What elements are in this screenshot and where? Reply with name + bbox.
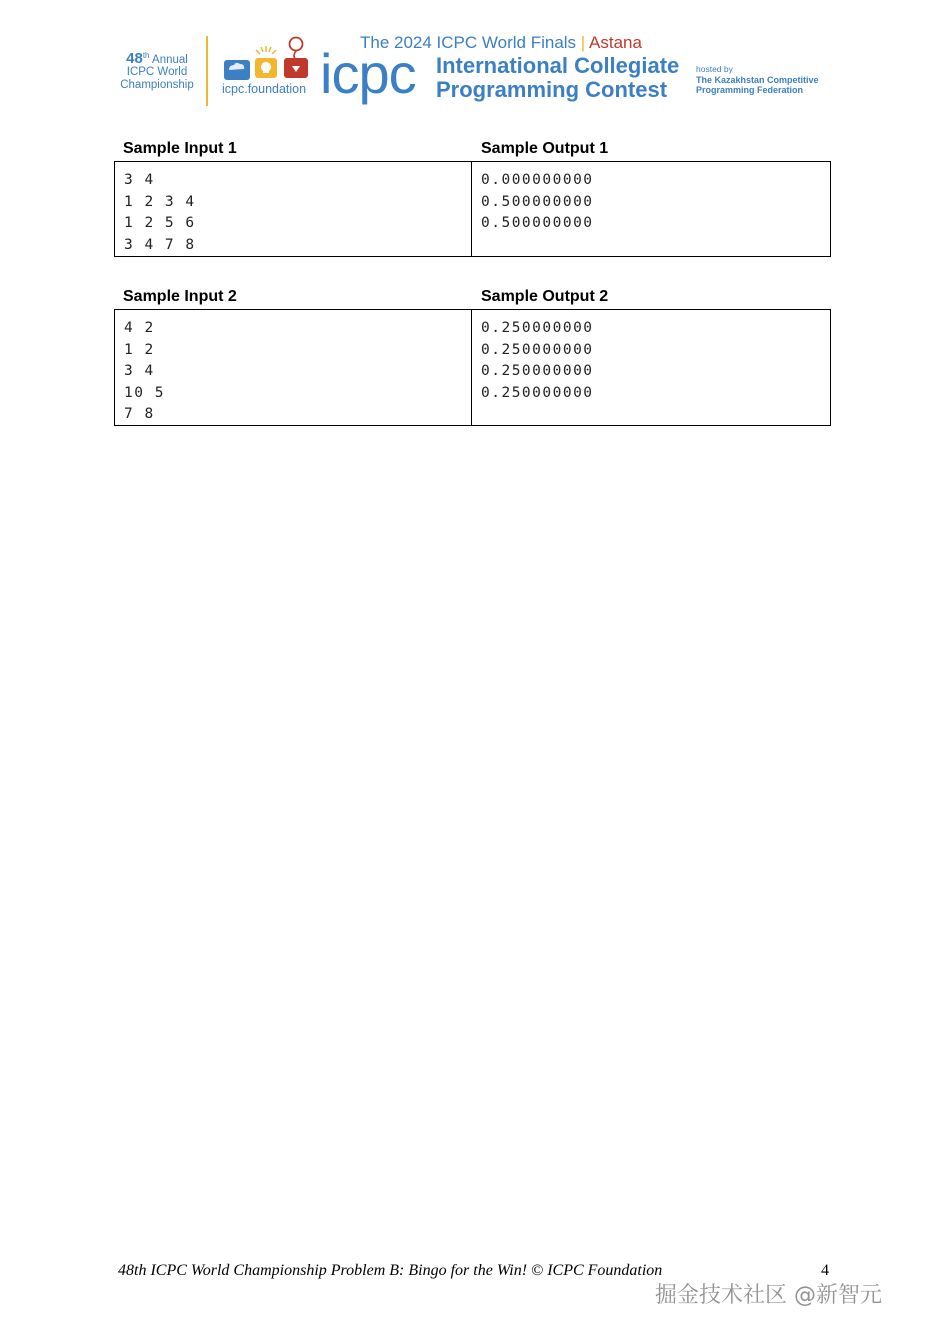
wf-title-text: The 2024 ICPC World Finals <box>360 33 577 52</box>
foundation-text: icpc.foundation <box>222 82 307 96</box>
host-organization <box>696 75 836 95</box>
sample-1-table <box>114 161 831 257</box>
sample-output-1: 0.000000000 0.500000000 0.500000000 <box>481 172 594 231</box>
world-finals-title <box>360 33 642 53</box>
sample-output-1-label: Sample Output 1 <box>481 140 609 157</box>
hosted-by-label: hosted by <box>696 64 733 74</box>
annual-line2: ICPC World <box>126 66 188 79</box>
lightbulb-icon <box>255 46 277 78</box>
annual-line3: Championship <box>120 78 194 91</box>
annual-number: 48 <box>126 49 143 67</box>
sample-output-2: 0.250000000 0.250000000 0.250000000 0.250000000 <box>481 320 594 401</box>
annual-suffix: th <box>142 51 150 60</box>
org-line1: International Collegiate <box>436 53 680 78</box>
header-divider <box>206 36 208 106</box>
icpc-logo-wordmark: icpc <box>320 42 416 105</box>
cloud-icon <box>224 60 250 80</box>
sample-input-1-label: Sample Input 1 <box>123 140 237 157</box>
wf-separator: | <box>580 33 586 52</box>
balloon-icon <box>284 38 308 79</box>
annual-word: Annual <box>152 53 188 66</box>
annual-championship-label <box>118 50 196 91</box>
watermark: 掘金技术社区 @新智元 <box>655 1283 882 1308</box>
page-number: 4 <box>821 1262 829 1279</box>
host-line1: The Kazakhstan Competitive <box>696 75 819 85</box>
host-line2: Programming Federation <box>696 85 804 95</box>
foundation-icons <box>222 36 312 84</box>
sample-input-2-label: Sample Input 2 <box>123 288 237 305</box>
org-name <box>436 54 679 102</box>
sample-output-2-label: Sample Output 2 <box>481 288 609 305</box>
sample-input-1: 3 4 1 2 3 4 1 2 5 6 3 4 7 8 <box>115 162 472 256</box>
wf-city: Astana <box>589 33 642 52</box>
org-line2: Programming Contest <box>436 77 668 102</box>
sample-input-2: 4 2 1 2 3 4 10 5 7 8 <box>115 310 472 425</box>
footer-text: 48th ICPC World Championship Problem B: Bingo for the Win! © ICPC Foundation <box>118 1262 663 1279</box>
sample-2-table <box>114 309 831 426</box>
